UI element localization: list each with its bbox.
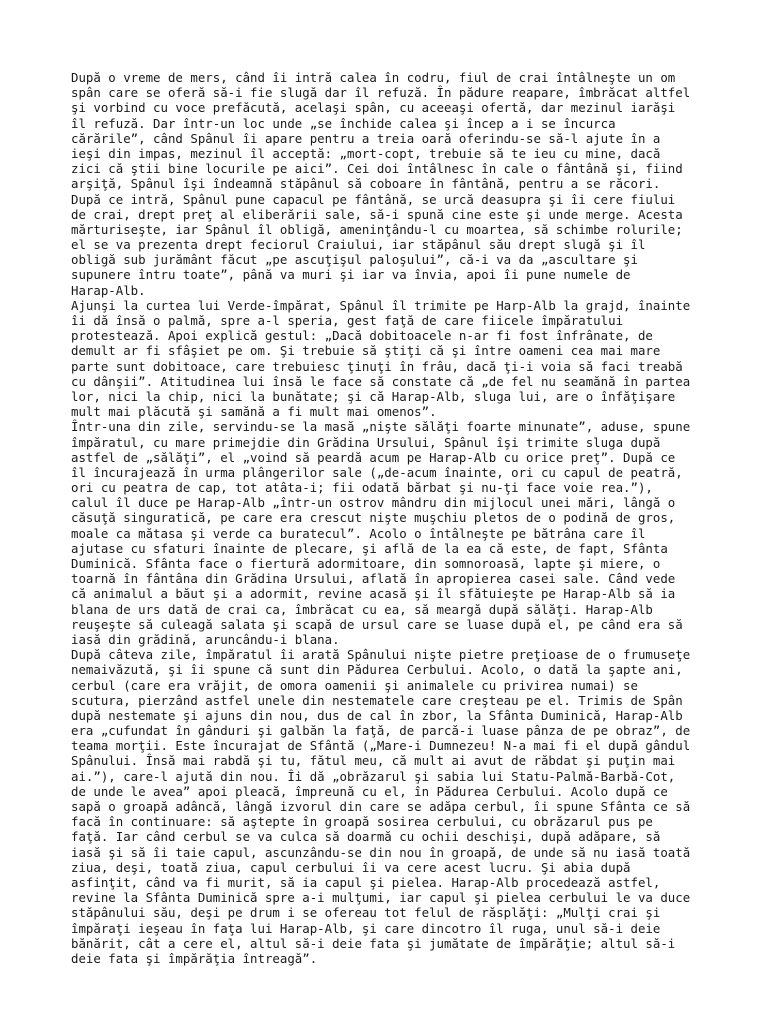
text-line: Spânului. Însă mai rabdă şi tu, fătul meu, că mult ai avut de răbdat şi puţin mai: [71, 753, 676, 769]
text-line: demult ar fi sfâşiet pe om. Şi trebuie să ştiţi că şi între oameni cea mai mare: [71, 343, 661, 359]
text-line: cărările”, când Spânul îi apare pentru a treia oară oferindu-se să-l ajute în a: [71, 130, 661, 146]
text-line: era „cufundat în gânduri şi galbăn la faţă, de parcă-i luase pânza de pe obraz”, de: [71, 723, 691, 739]
text-line: reuşeşte să culeagă salata şi scapă de ursul care se luase după el, pe când era să: [71, 616, 683, 632]
text-line: Într-una din zile, servindu-se la masă „nişte sălăţi foarte minunate”, aduse, spune: [71, 419, 691, 435]
text-line: împăraţi ieşeau în faţa lui Harap-Alb, şi care dincotro îl ruga, unul să-i deie: [71, 920, 661, 936]
body-text: [71, 70, 731, 966]
text-line: teama morţii. Este încurajat de Sfântă („Mare-i Dumnezeu! N-a mai fi el după gândul: [71, 738, 691, 754]
text-line: Duminică. Sfânta face o fiertură adormitoare, din somnoroasă, lapte şi miere, o: [71, 556, 661, 571]
text-line: toarnă în fântâna din Grădina Ursului, aflată în apropierea casei sale. Când vede: [71, 571, 676, 587]
text-line: facă în continuare: să aştepte în groapă sosirea cerbului, cu obrăzarul pus pe: [71, 814, 653, 830]
text-line: împăratul, cu mare primejdie din Grădina Ursului, Spânul îşi trimite sluga după: [71, 434, 661, 450]
text-line: de unde le avea” apoi pleacă, împreună cu el, în Pădurea Cerbului. Acolo după ce: [71, 783, 668, 799]
text-line: scutura, pierzând astfel unele din nestematele care creşteau pe el. Trimis de Spân: [71, 692, 683, 708]
text-line: ai.”), care-l ajută din nou. Îi dă „obrăzarul şi sabia lui Statu-Palmă-Barbă-Cot,: [71, 768, 676, 784]
text-line: asfinţit, când va fi murit, să ia capul şi pielea. Harap-Alb procedează astfel,: [71, 874, 661, 890]
text-line: căsuţă singuratică, pe care era crescut nişte muşchiu pletos de o podină de gros,: [71, 510, 676, 526]
text-line: Harap-Alb.: [71, 282, 146, 298]
text-line: iasă din grădină, aruncându-i blana.: [71, 631, 340, 647]
text-line: după nestemate şi ajuns din nou, dus de cal în zbor, la Sfânta Duminică, Harap-Alb: [71, 707, 683, 723]
text-line: cerbul (care era vrăjit, de omora oamenii şi animalele cu privirea numai) se: [71, 677, 638, 693]
text-line: lor, nici la chip, nici la bunătate; şi că Harap-Alb, sluga lui, are o înfăţişare: [71, 388, 676, 404]
text-line: că animalul a băut şi a adormit, revine acasă şi îl sfătuieşte pe Harap-Alb să ia: [71, 586, 676, 602]
text-line: îi dă însă o palmă, spre a-l speria, gest faţă de care fiicele împăratului: [71, 313, 624, 328]
text-line: ieşi din impas, mezinul îl acceptă: „mort-copt, trebuie să te ieu cu mine, dacă: [71, 145, 661, 161]
text-line: sapă o groapă adâncă, lângă izvorul din care se adăpa cerbul, îi spune Sfânta ce să: [71, 799, 691, 814]
text-line: calul îl duce pe Harap-Alb „într-un ostrov mândru din mijlocul unei mări, lângă o: [71, 495, 676, 511]
text-line: îl refuză. Dar într-un loc unde „se închide calea şi încep a i se încurca: [71, 115, 616, 131]
text-line: protestează. Apoi explică gestul: „Dacă dobitoacele n-ar fi fost înfrânate, de: [71, 328, 653, 344]
text-line: arşiţă, Spânul îşi îndeamnă stăpânul să coboare în fântână, pentru a se răcori.: [71, 176, 661, 192]
text-line: supunere întru toate”, până va muri şi iar va învia, apoi îi pune numele de: [71, 267, 631, 283]
text-line: moale ca mătasa şi verde ca buratecul”. Acolo o întâlneşte pe bătrâna care îl: [71, 525, 646, 541]
text-line: el se va prezenta drept feciorul Craiului, iar stăpânul său drept slugă şi îl: [71, 237, 646, 253]
text-line: stăpânului său, deşi pe drum i se ofereau tot felul de răsplăţi: „Mulţi crai şi: [71, 905, 661, 921]
text-line: spân care se oferă să-i fie slugă dar îl refuză. În pădure reapare, îmbrăcat altfel: [71, 85, 691, 101]
text-line: ori cu peatra de cap, tot atâta-i; fii odată bărbat şi nu-ţi face voie rea.”),: [71, 480, 653, 496]
text-line: ajutase cu sfaturi înainte de plecare, şi află de la ea că este, de fapt, Sfânta: [71, 540, 668, 556]
text-line: şi vorbind cu voce prefăcută, acelaşi spân, cu aceeaşi ofertă, dar mezinul iarăşi: [71, 100, 676, 116]
text-line: deie fata şi împărăţia întreagă”.: [71, 950, 318, 966]
text-line: După o vreme de mers, când îi intră calea în codru, fiul de crai întâlneşte un om: [71, 70, 676, 85]
text-line: După câteva zile, împăratul îi arată Spânului nişte pietre preţioase de o frumuseţe: [71, 647, 691, 663]
text-line: zici că ştii bine locurile pe aici”. Cei doi întâlnesc în cale o fântână şi, fiind: [71, 161, 683, 177]
text-line: cu dânşii”. Atitudinea lui însă le face să constate că „de fel nu seamănă în partea: [71, 373, 691, 389]
text-line: îl încurajează în urma plângerilor sale („de-acum înainte, ori cu capul de peatră,: [71, 464, 683, 480]
text-line: de crai, drept preţ al eliberării sale, să-i spună cine este şi unde merge. Acesta: [71, 206, 683, 222]
text-line: iasă şi să îi taie capul, ascunzându-se din nou în groapă, de unde să nu iasă toată: [71, 844, 691, 860]
text-line: blana de urs dată de crai ca, îmbrăcat cu ea, să meargă după sălăţi. Harap-Alb: [71, 601, 653, 617]
text-line: parte sunt dobitoace, care trebuiesc ţinuţi în frâu, dacă ţi-i voia să faci treabă: [71, 358, 683, 374]
text-line: Ajunşi la curtea lui Verde-împărat, Spânul îl trimite pe Harp-Alb la grajd, înainte: [71, 297, 691, 313]
text-line: obligă sub jurământ făcut „pe ascuţişul paloşului”, că-i va da „ascultare şi: [71, 252, 638, 268]
text-line: astfel de „sălăţi”, el „voind să peardă acum pe Harap-Alb cu orice preţ”. După ce: [71, 449, 676, 465]
text-line: După ce intră, Spânul pune capacul pe fântână, se urcă deasupra şi îi cere fiului: [71, 191, 676, 207]
text-line: nemaivăzută, şi îi spune că sunt din Pădurea Cerbului. Acolo, o dată la şapte ani,: [71, 662, 683, 678]
text-line: mult mai plăcută şi samănă a fi mult mai omenos”.: [71, 404, 437, 420]
text-line: mărturiseşte, iar Spânul îl obligă, ameninţându-l cu moartea, să schimbe rolurile;: [71, 221, 683, 237]
text-line: ziua, deşi, toată ziua, capul cerbului îi va cere acest lucru. Şi abia după: [71, 859, 631, 875]
text-line: faţă. Iar când cerbul se va culca să doarmă cu ochii deschişi, după adăpare, să: [71, 829, 661, 845]
text-line: revine la Sfânta Duminică spre a-i mulţumi, iar capul şi pielea cerbului le va duce: [71, 890, 691, 906]
text-line: bănărit, cât a cere el, altul să-i deie fata şi jumătate de împărăţie; altul să-i: [71, 935, 676, 951]
